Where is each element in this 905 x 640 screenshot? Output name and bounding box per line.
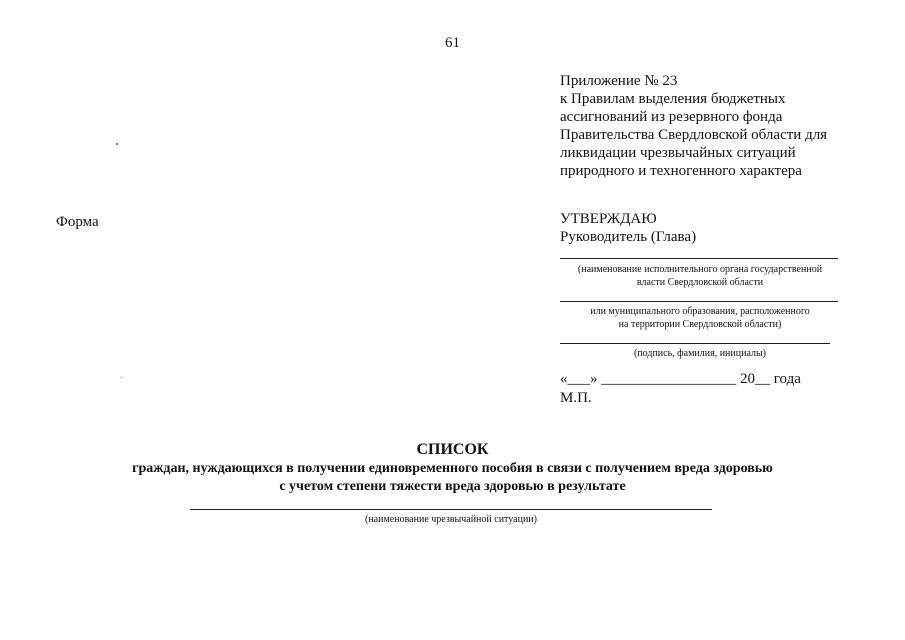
- appendix-line: Правительства Свердловской области для: [560, 127, 828, 143]
- approve-word: УТВЕРЖДАЮ: [560, 211, 657, 227]
- list-subtitle: граждан, нуждающихся в получении единовременного пособия в связи с получением вреда здоровью: [132, 461, 773, 476]
- signature-line: [560, 343, 830, 344]
- authority-caption: [550, 263, 850, 289]
- municipality-caption: [550, 305, 850, 331]
- caption-line: или муниципального образования, расположенного: [590, 306, 810, 317]
- appendix-line: Приложение № 23: [560, 73, 678, 89]
- appendix-line: ассигнований из резервного фонда: [560, 109, 783, 125]
- list-title: СПИСОК: [416, 441, 489, 458]
- appendix-line: к Правилам выделения бюджетных: [560, 91, 786, 107]
- appendix-line: ликвидации чрезвычайных ситуаций: [560, 145, 796, 161]
- approver-position: Руководитель (Глава): [560, 229, 697, 245]
- emergency-name-line: [190, 509, 712, 510]
- authority-name-line: [560, 258, 838, 259]
- list-subtitle: с учетом степени тяжести вреда здоровью в результате: [279, 479, 626, 494]
- caption-line: (наименование исполнительного органа государственной: [577, 264, 823, 275]
- caption-line: власти Свердловской области: [636, 277, 764, 288]
- scan-speck: [116, 143, 118, 145]
- emergency-caption: (наименование чрезвычайной ситуации): [365, 514, 537, 525]
- appendix-line: природного и техногенного характера: [560, 163, 802, 179]
- approval-date-line: «___» __________________ 20__ года: [560, 371, 801, 387]
- form-label: Форма: [56, 214, 99, 230]
- caption-line: на территории Свердловской области): [618, 319, 782, 330]
- municipality-name-line: [560, 301, 838, 302]
- page-number: 61: [445, 35, 460, 51]
- scan-speck: [121, 377, 122, 378]
- signature-caption: (подпись, фамилия, инициалы): [633, 348, 767, 359]
- stamp-placeholder: М.П.: [560, 390, 592, 406]
- appendix-header: [560, 72, 890, 180]
- approval-block: [560, 210, 696, 246]
